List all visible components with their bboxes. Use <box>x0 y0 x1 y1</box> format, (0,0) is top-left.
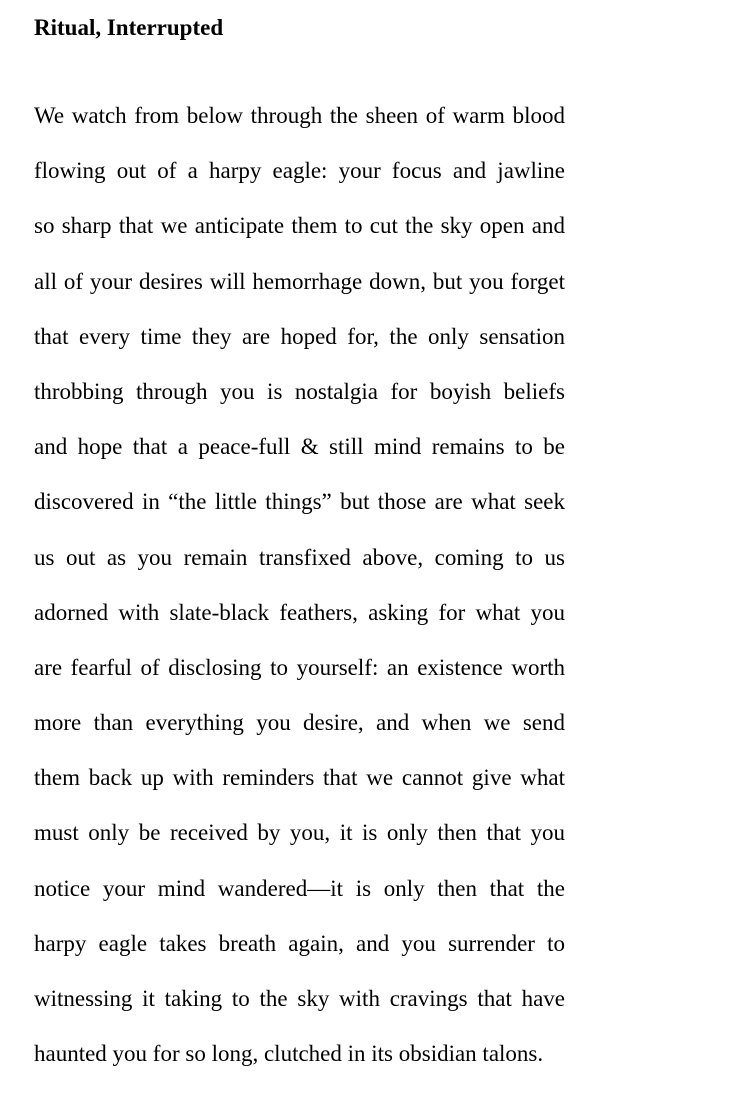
poem-line: notice your mind wandered—it is only then that the <box>34 875 565 901</box>
poem-line: adorned with slate-black feathers, asking for what you <box>34 599 565 625</box>
poem-line: must only be received by you, it is only then that you <box>34 820 565 846</box>
poem-line: all of your desires will hemorrhage down, but you forget <box>34 268 565 294</box>
poem-line: and hope that a peace-full & still mind remains to be <box>34 434 565 460</box>
poem-line: that every time they are hoped for, the only sensation <box>34 323 565 349</box>
poem-line: witnessing it taking to the sky with cravings that have <box>34 986 565 1011</box>
poem-line: haunted you for so long, clutched in its obsidian talons. <box>34 1041 544 1067</box>
poem-line: are fearful of disclosing to yourself: an existence worth <box>34 654 565 680</box>
poem-line: We watch from below through the sheen of warm blood <box>34 103 565 128</box>
poem-line: throbbing through you is nostalgia for boyish beliefs <box>34 378 565 404</box>
poem-line: us out as you remain transfixed above, coming to us <box>34 544 565 570</box>
poem-line: so sharp that we anticipate them to cut the sky open and <box>34 213 565 239</box>
poem-title: Ritual, Interrupted <box>34 15 224 40</box>
poem-line: more than everything you desire, and when we send <box>34 710 565 736</box>
poem-line: discovered in “the little things” but those are what seek <box>34 489 565 515</box>
poem-line: flowing out of a harpy eagle: your focus and jawline <box>34 158 565 184</box>
poem-body <box>34 98 565 1091</box>
poem-line: them back up with reminders that we cannot give what <box>34 765 565 791</box>
poem-line: harpy eagle takes breath again, and you surrender to <box>34 930 565 956</box>
